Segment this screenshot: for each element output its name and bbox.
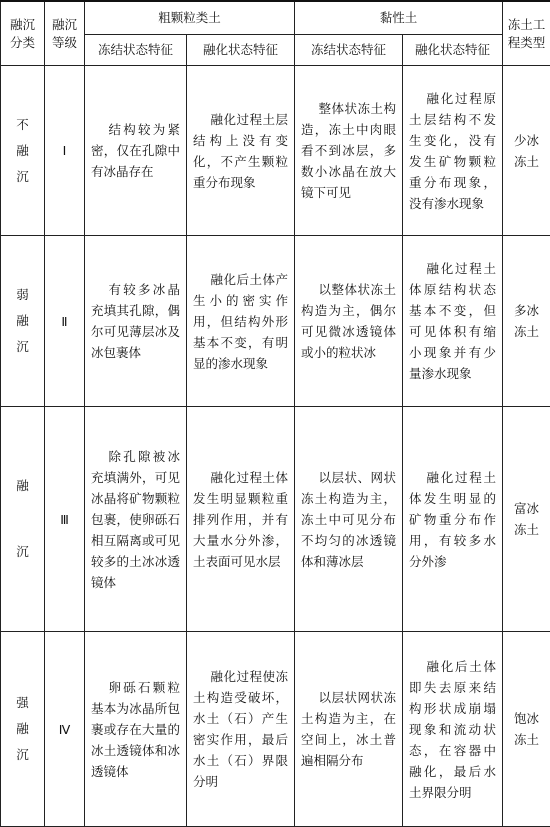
header-clay-thawed: 融化状态特征 [403, 35, 503, 66]
row-coarse-thawed: 融化过程土体发生明显颗粒重排列作用，并有大量水分外渗，土表面可见水层 [187, 407, 295, 632]
row-grade: Ⅲ [45, 407, 85, 632]
row-coarse-frozen: 除孔隙被冰充填满外，可见冰晶将矿物颗粒包裹，使卵砾石相互隔离或可见较多的土冰冰透镜体 [85, 407, 187, 632]
row-permafrost-type [503, 407, 550, 632]
row-clay-thawed: 融化过程原土层结构不发生变化，没有发生矿物颗粒重分布现象，没有渗水现象 [403, 66, 503, 236]
header-coarse-soil: 粗颗粒类土 [85, 1, 295, 35]
header-clay-soil: 黏性土 [295, 1, 503, 35]
row-coarse-frozen: 卵砾石颗粒基本为冰晶所包裹或存在大量的冰土透镜体和冰透镜体 [85, 632, 187, 827]
type-line: 多冰 [509, 300, 544, 321]
header-permafrost-type [503, 1, 550, 66]
table-row [1, 407, 550, 632]
row-category [1, 236, 45, 407]
category-char: 强 [1, 690, 44, 716]
row-clay-frozen: 整体状冻土构造，冻土中肉眼看不到冰层，多数小冰晶在放大镜下可见 [295, 66, 403, 236]
table-row [1, 236, 550, 407]
row-coarse-thawed: 融化过程使冻土构造受破坏，水土（石）产生密实作用，最后水土（石）界限分明 [187, 632, 295, 827]
row-grade: Ⅳ [45, 632, 85, 827]
row-category [1, 632, 45, 827]
category-char: 融 [1, 716, 44, 742]
table-row [1, 66, 550, 236]
header-row-1 [1, 1, 550, 35]
row-coarse-thawed: 融化过程土层结构上没有变化，不产生颗粒重分布现象 [187, 66, 295, 236]
row-permafrost-type [503, 66, 550, 236]
row-clay-thawed: 融化过程土体原结构状态基本不变，但可见体积有缩小现象并有少量渗水现象 [403, 236, 503, 407]
header-grade-line-1: 融沉 [47, 16, 82, 34]
header-grade-line-2: 等级 [47, 34, 82, 52]
type-line: 饱冰 [509, 708, 544, 729]
row-category [1, 66, 45, 236]
category-char: 融 [1, 138, 44, 164]
row-grade: Ⅰ [45, 66, 85, 236]
row-category [1, 407, 45, 632]
row-grade: Ⅱ [45, 236, 85, 407]
category-char: 融 [1, 473, 44, 499]
type-line: 冻土 [509, 151, 544, 172]
header-coarse-frozen: 冻结状态特征 [85, 35, 187, 66]
row-permafrost-type [503, 632, 550, 827]
type-line: 冻土 [509, 519, 544, 540]
header-type-line-1: 冻土工 [505, 16, 548, 34]
type-line: 富冰 [509, 498, 544, 519]
row-coarse-thawed: 融化后土体产生小的密实作用，但结构外形基本不变，有明显的渗水现象 [187, 236, 295, 407]
type-line: 冻土 [509, 321, 544, 342]
row-permafrost-type [503, 236, 550, 407]
category-char: 沉 [1, 742, 44, 768]
category-char: 沉 [1, 539, 44, 565]
category-char: 弱 [1, 282, 44, 308]
header-category-line-2: 分类 [3, 34, 42, 52]
row-clay-frozen: 以整体状冻土构造为主，偶尔可见微冰透镜体或小的粒状冰 [295, 236, 403, 407]
header-grade [45, 1, 85, 66]
row-clay-thawed: 融化后土体即失去原来结构形状成崩塌现象和流动状态，在容器中融化，最后水土界限分明 [403, 632, 503, 827]
row-coarse-frozen: 有较多冰晶充填其孔隙，偶尔可见薄层冰及冰包裹体 [85, 236, 187, 407]
header-clay-frozen: 冻结状态特征 [295, 35, 403, 66]
header-category [1, 1, 45, 66]
category-char: 沉 [1, 164, 44, 190]
header-coarse-thawed: 融化状态特征 [187, 35, 295, 66]
row-clay-frozen: 以层状网状冻土构造为主，在空间上，冰土普遍相隔分布 [295, 632, 403, 827]
type-line: 少冰 [509, 130, 544, 151]
table-row [1, 632, 550, 827]
row-clay-thawed: 融化过程土体发生明显的矿物重分布作用，有较多水分外渗 [403, 407, 503, 632]
category-char: 不 [1, 112, 44, 138]
row-clay-frozen: 以层状、网状冻土构造为主，冻土中可见分布不均匀的冰透镜体和薄冰层 [295, 407, 403, 632]
header-category-line-1: 融沉 [3, 16, 42, 34]
category-char: 沉 [1, 334, 44, 360]
type-line: 冻土 [509, 729, 544, 750]
header-type-line-2: 程类型 [505, 34, 548, 52]
category-char: 融 [1, 308, 44, 334]
row-coarse-frozen: 结构较为紧密，仅在孔隙中有冰晶存在 [85, 66, 187, 236]
category-gap [1, 499, 44, 539]
